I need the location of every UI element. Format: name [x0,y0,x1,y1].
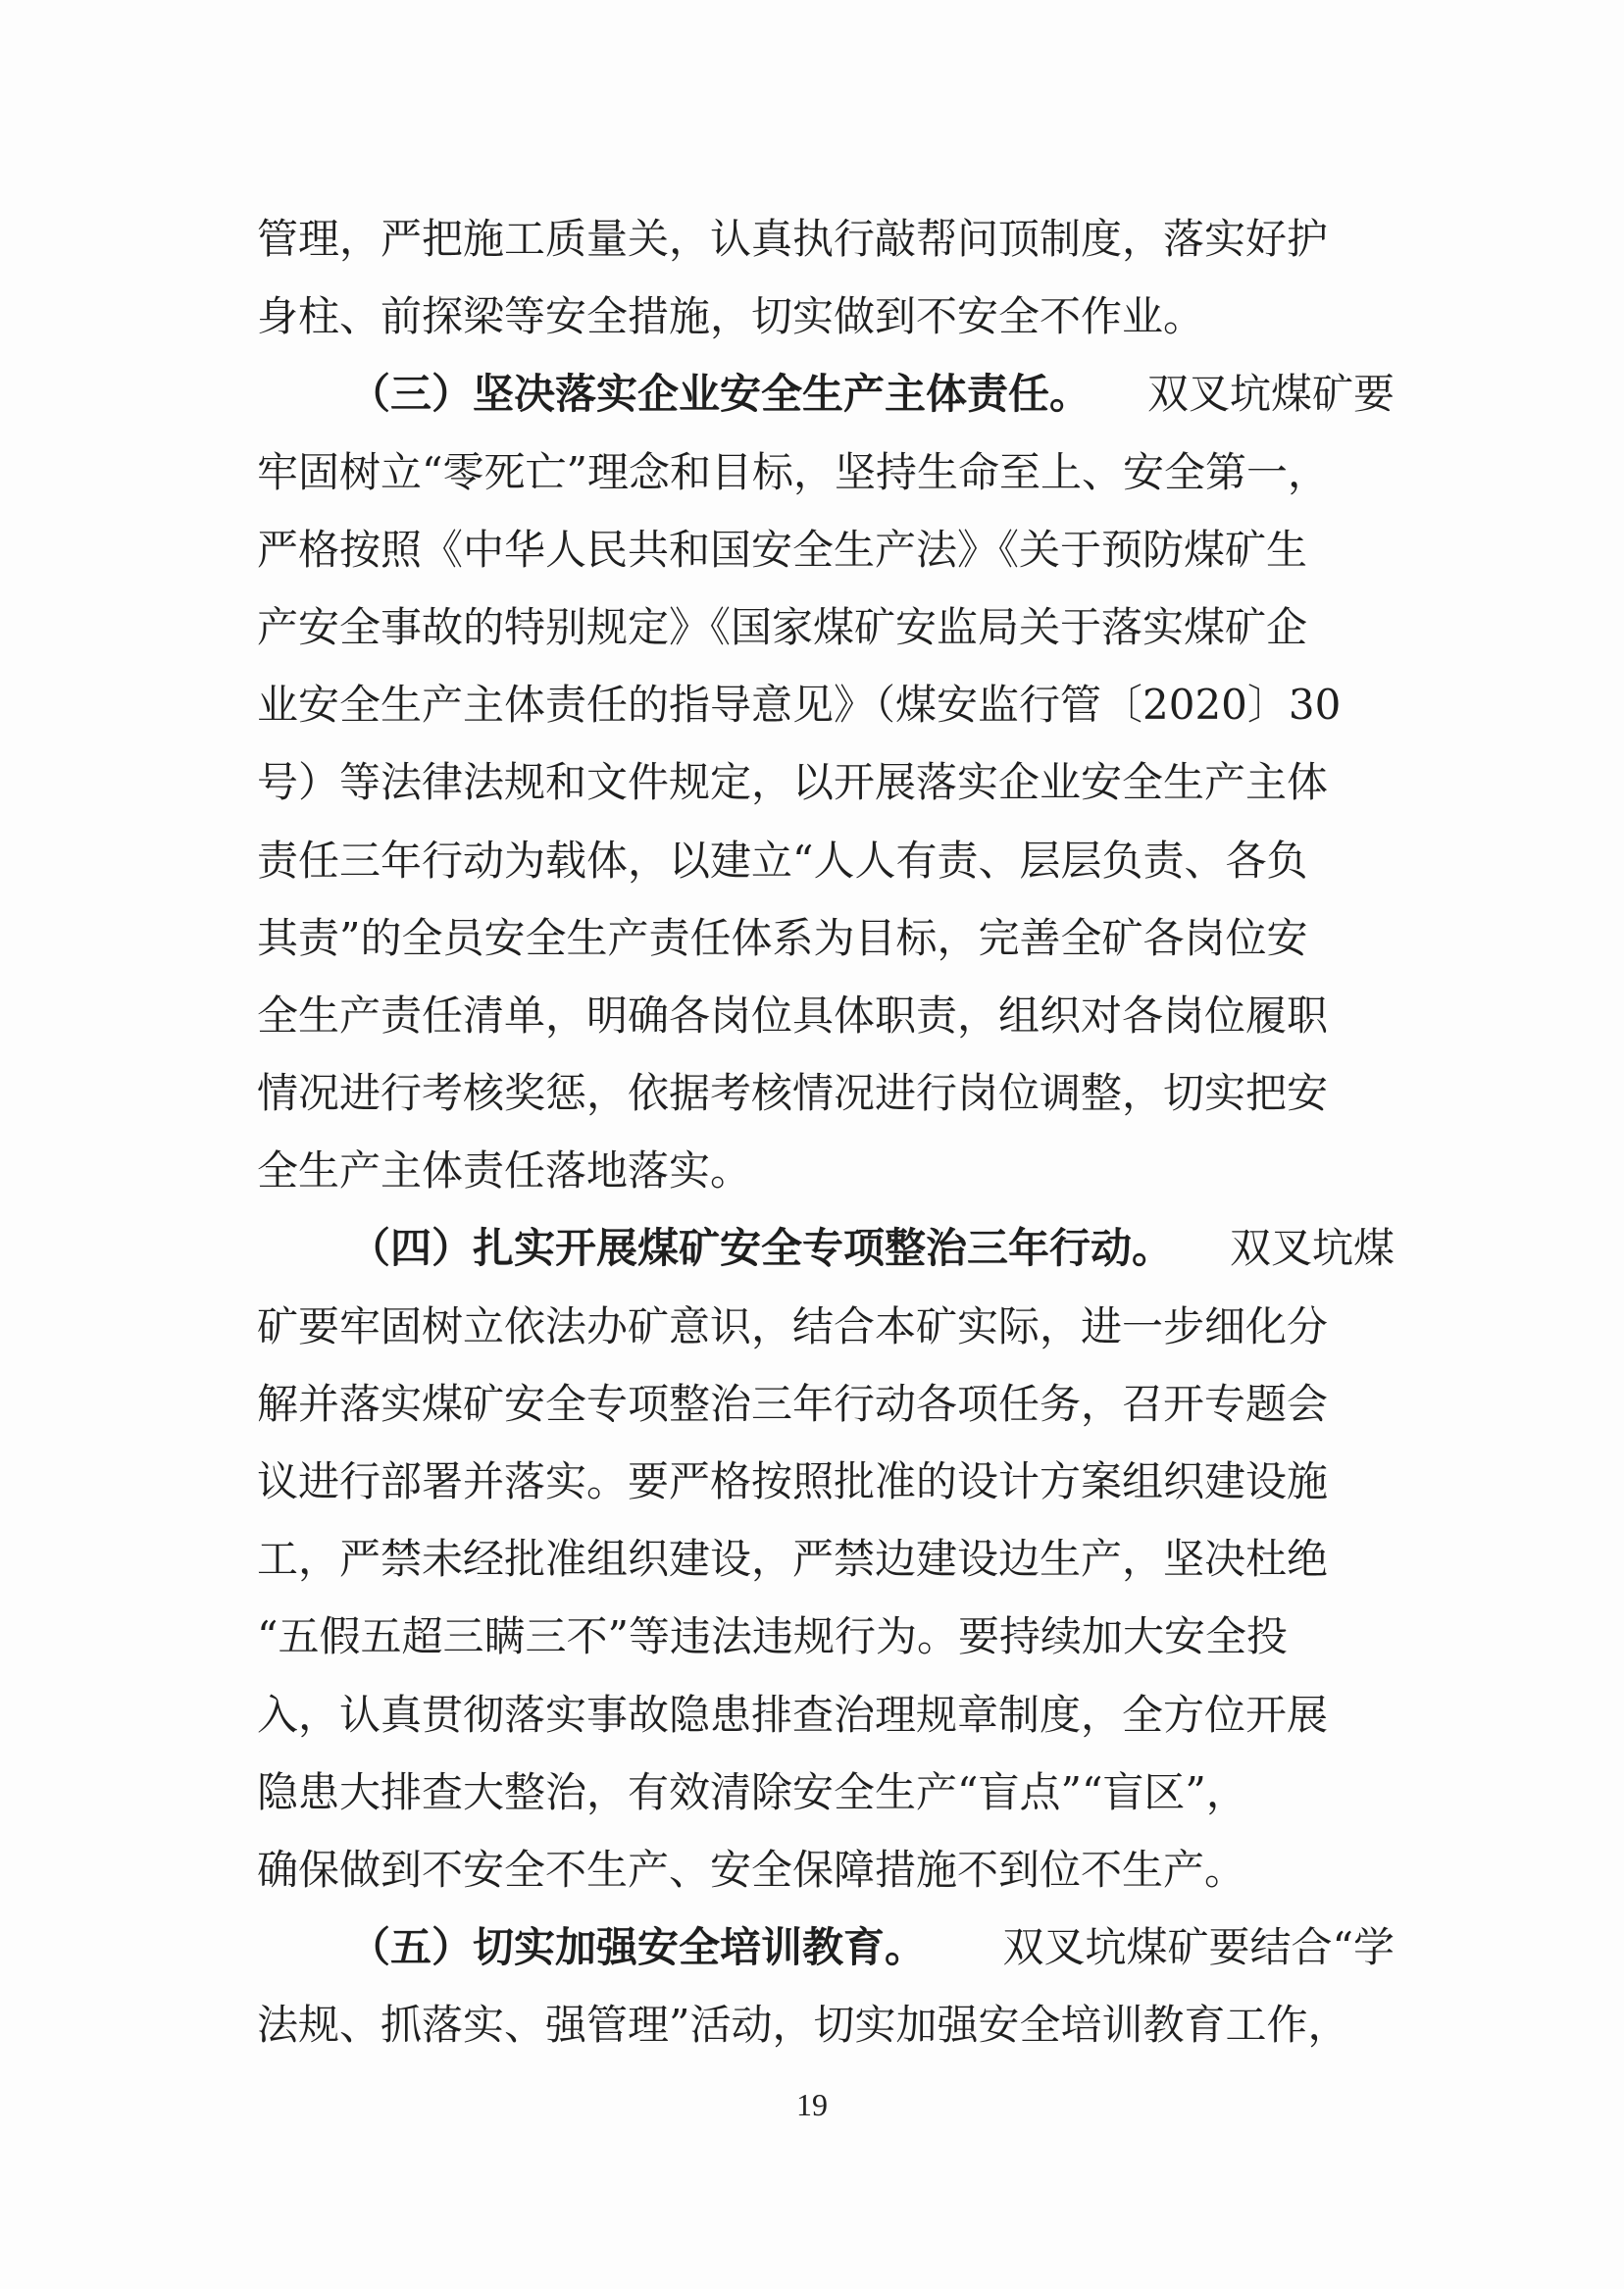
text-line: 法规、抓落实、强管理”活动，切实加强安全培训教育工作， [257,2001,1349,2050]
text-run: 双叉坑煤矿要 [1146,370,1395,419]
text-line: 全生产主体责任落地落实。 [257,1146,752,1195]
section-heading-4: （四）扎实开展煤矿安全专项整治三年行动。 [349,1224,1174,1273]
section-heading-5: （五）切实加强安全培训教育。 [349,1923,927,1972]
text-line: 号）等法律法规和文件规定，以开展落实企业安全生产主体 [257,758,1329,807]
text-line: 其责”的全员安全生产责任体系为目标，完善全矿各岗位安 [257,913,1308,962]
text-line: 工，严禁未经批准组织建设，严禁边建设边生产，坚决杜绝 [257,1535,1329,1584]
text-line: “五假五超三瞒三不”等违法违规行为。要持续加大安全投 [257,1612,1288,1661]
paragraph-heading-line [257,1908,1395,1986]
text-line: 身柱、前探梁等安全措施，切实做到不安全不作业。 [257,292,1205,341]
paragraph-heading-line [257,355,1395,432]
section-heading-3: （三）坚决落实企业安全生产主体责任。 [349,370,1091,419]
text-line: 情况进行考核奖惩，依据考核情况进行岗位调整，切实把安 [257,1069,1329,1118]
paragraph-heading-line [257,1209,1395,1287]
text-line: 解并落实煤矿安全专项整治三年行动各项任务，召开专题会 [257,1379,1329,1428]
text-line: 管理，严把施工质量关，认真执行敲帮问顶制度，落实好护 [257,215,1329,263]
text-line: 议进行部署并落实。要严格按照批准的设计方案组织建设施 [257,1457,1329,1505]
text-line: 责任三年行动为载体，以建立“人人有责、层层负责、各负 [257,836,1308,885]
text-line: 全生产责任清单，明确各岗位具体职责，组织对各岗位履职 [257,991,1329,1040]
page-number: 19 [796,2087,828,2122]
text-line: 严格按照《中华人民共和国安全生产法》《关于预防煤矿生 [257,525,1308,574]
text-run: 双叉坑煤 [1229,1224,1395,1273]
text-line: 业安全生产主体责任的指导意见》（煤安监行管〔2020〕30 [257,681,1342,730]
text-line: 牢固树立“零死亡”理念和目标，坚持生命至上、安全第一， [257,447,1329,496]
text-line: 入，认真贯彻落实事故隐患排查治理规章制度，全方位开展 [257,1690,1329,1739]
text-run: 双叉坑煤矿要结合“学 [1002,1923,1395,1972]
text-line: 矿要牢固树立依法办矿意识，结合本矿实际，进一步细化分 [257,1301,1329,1350]
text-line: 确保做到不安全不生产、安全保障措施不到位不生产。 [257,1845,1246,1894]
text-line: 隐患大排查大整治，有效清除安全生产“盲点”“盲区”， [257,1767,1247,1816]
body-text [257,200,1395,2064]
text-line: 产安全事故的特别规定》《国家煤矿安监局关于落实煤矿企 [257,602,1308,651]
